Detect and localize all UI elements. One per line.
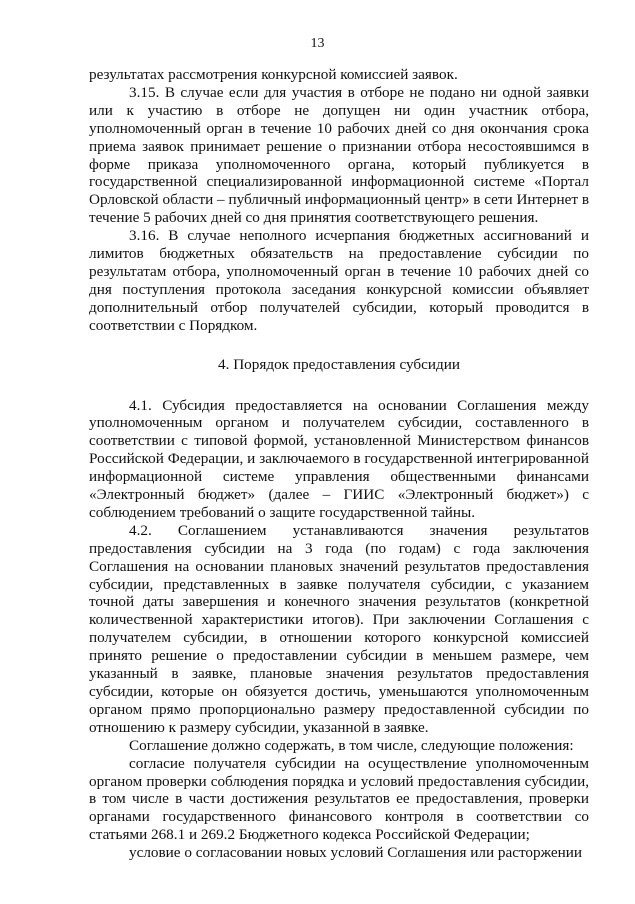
paragraph-3-15: 3.15. В случае если для участия в отборе не подано ни одной заявки или к участию в отборе не допущен ни один участник отбора, уполномоченный орган в течение 10 рабочих дней со дня окончания срока приема заявок принимает решение о признании отбора несостоявшимся в форме приказа уполномоченного органа, который публикуется в государственной специализированной информационной системе «Портал Орловской области – публичный информационный центр» в сети Интернет в течение 5 рабочих дней со дня принятия соответствующего решения. <box>89 83 589 227</box>
spacer <box>89 374 589 397</box>
paragraph-3-16: 3.16. В случае неполного исчерпания бюджетных ассигнований и лимитов бюджетных обязательств на предоставление субсидии по результатам отбора, уполномоченный орган в течение 10 рабочих дней со дня поступления протокола заседания конкурсной комиссии объявляет дополнительный отбор получателей субсидии, который проводится в соответствии с Порядком. <box>89 227 589 334</box>
paragraph-consent-clause: согласие получателя субсидии на осуществление уполномоченным органом проверки соблюдения порядка и условий предоставления субсидии, в том числе в части достижения результатов ее предоставления, проверки органами государственного финансового контроля в соответствии со статьями 268.1 и 269.2 Бюджетного кодекса Российской Федерации; <box>89 754 589 844</box>
paragraph-4-1: 4.1. Субсидия предоставляется на основании Соглашения между уполномоченным органом и получателем субсидии, составленного в соответствии с типовой формой, установленной Министерством финансов Российской Федерации, и заключаемого в государственной интегрированной информационной системе управления общественными финансами «Электронный бюджет» (далее – ГИИС «Электронный бюджет») с соблюдением требований о защите государственной тайны. <box>89 396 589 521</box>
paragraph-agreement-contents: Соглашение должно содержать, в том числе, следующие положения: <box>129 736 574 754</box>
document-body <box>89 66 589 862</box>
page-number: 13 <box>310 36 325 51</box>
paragraph-continuation: результатах рассмотрения конкурсной комиссией заявок. <box>89 66 458 83</box>
paragraph-4-2: 4.2. Соглашением устанавливаются значения результатов предоставления субсидии на 3 года (по годам) с года заключения Соглашения на основании плановых значений результатов предоставления субсидии, представленных в заявке получателя субсидии, с указанием точной даты завершения и конечного значения результатов (конкретной количественной характеристики итогов). При заключении Соглашения с получателем субсидии, в отношении которого конкурсной комиссией принято решение о предоставлении субсидии в меньшем размере, чем указанный в заявке, плановые значения результатов предоставления субсидии, которые он обязуется достичь, уменьшаются уполномоченным органом прямо пропорционально размеру предоставленной субсидии по отношению к размеру субсидии, указанной в заявке. <box>89 521 589 736</box>
section-heading: 4. Порядок предоставления субсидии <box>218 355 460 373</box>
paragraph-condition-clause: условие о согласовании новых условий Соглашения или расторжении <box>129 844 583 862</box>
spacer <box>89 335 589 356</box>
